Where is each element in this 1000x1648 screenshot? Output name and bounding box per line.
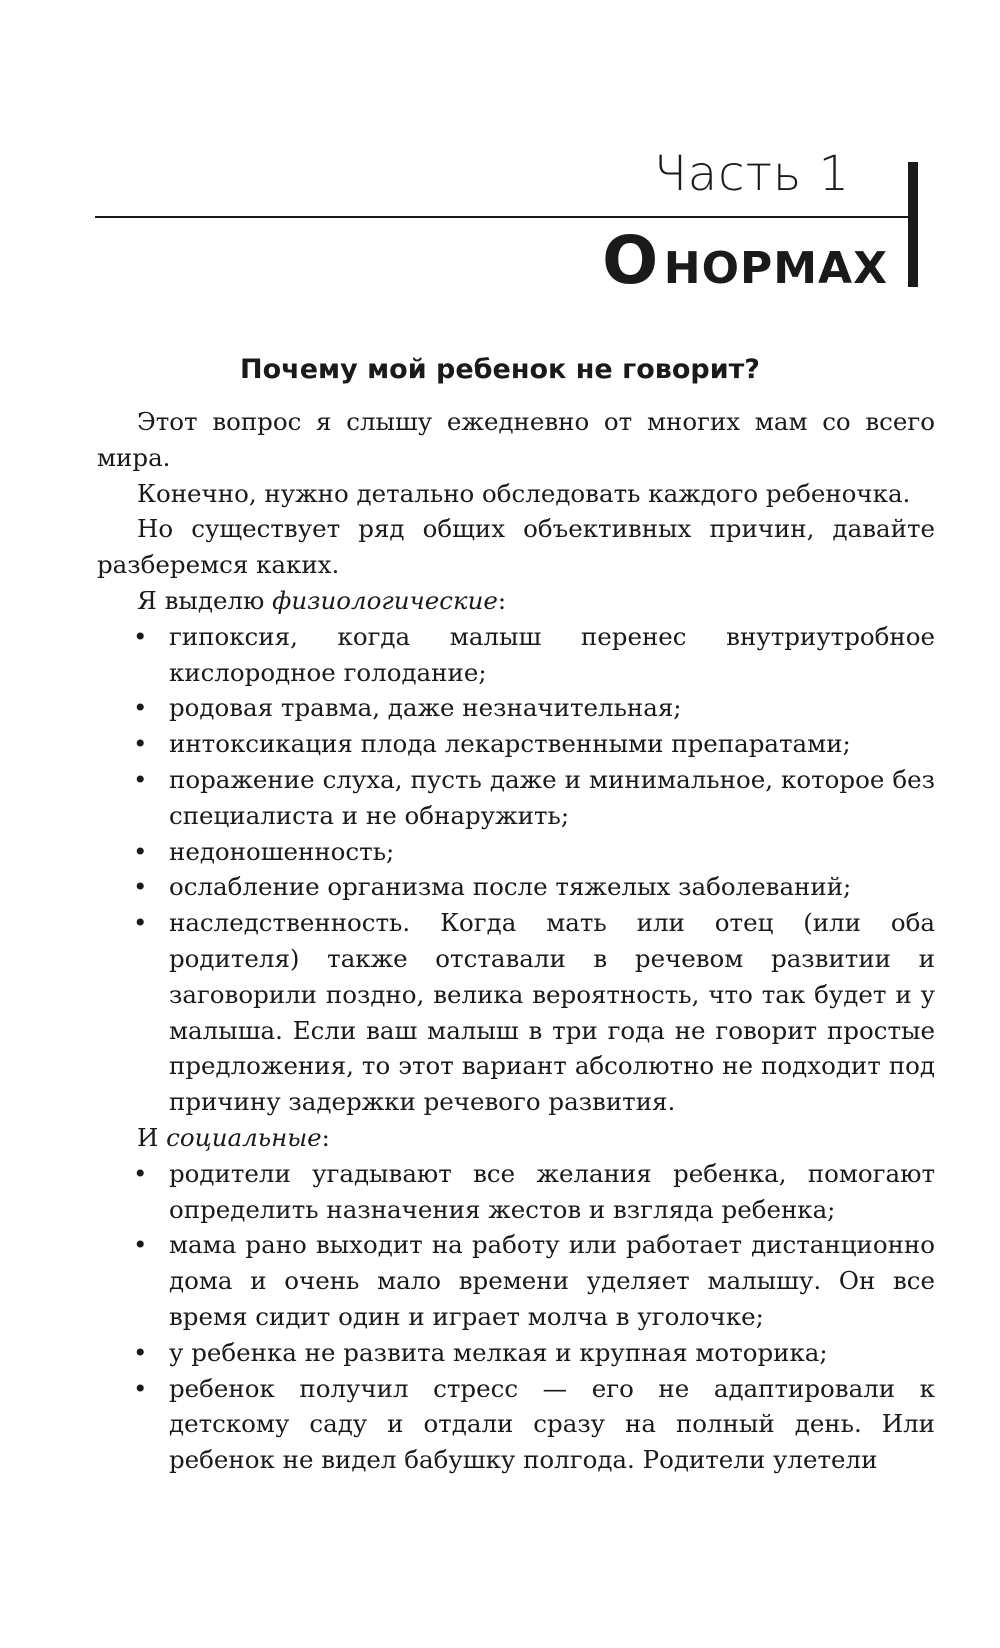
physiological-intro bbox=[97, 583, 935, 619]
list-item: • мама рано выходит на работу или работает дистанционно дома и очень мало времени уделяет малышу. Он все время сидит один и играет молча в уголочке; bbox=[169, 1227, 935, 1334]
list-item: • наследственность. Когда мать или отец (или оба родителя) также отставали в речевом развитии и заговорили поздно, велика вероятность, что так будет и у малыша. Если ваш малыш в три года не говорит простые предложения, то этот вариант абсолютно не подходит под причину задержки речевого развития. bbox=[169, 905, 935, 1120]
list-item: • интоксикация плода лекарственными препаратами; bbox=[169, 726, 935, 762]
paragraph: Но существует ряд общих объективных причин, давайте разберемся каких. bbox=[97, 514, 935, 580]
list-item: • поражение слуха, пусть даже и минимальное, которое без специалиста и не обнаружить; bbox=[169, 762, 935, 834]
paragraph: Этот вопрос я слышу ежедневно от многих мам со всего мира. bbox=[97, 407, 935, 472]
header-rule bbox=[95, 216, 910, 218]
chapter-title-initial: О bbox=[602, 222, 659, 299]
body-text bbox=[97, 404, 935, 1478]
list-item: • ребенок получил стресс — его не адаптировали к детскому саду и отдали сразу на полный день. Или ребенок не видел бабушку полгода. Родители улетели bbox=[169, 1371, 935, 1478]
chapter-title bbox=[602, 222, 888, 299]
list-item: • недоношенность; bbox=[169, 834, 935, 870]
section-heading: Почему мой ребенок не говорит? bbox=[240, 354, 760, 385]
list-item: • родители угадывают все желания ребенка, помогают определить назначения жестов и взгляда ребенка; bbox=[169, 1156, 935, 1228]
social-emphasis: социальные bbox=[166, 1122, 322, 1152]
social-intro-text: И bbox=[137, 1122, 159, 1152]
physiological-emphasis: физиологические bbox=[272, 585, 498, 615]
paragraph: Конечно, нужно детально обследовать каждого ребеночка. bbox=[137, 478, 911, 508]
list-item: • у ребенка не развита мелкая и крупная моторика; bbox=[169, 1335, 935, 1371]
list-item: • родовая травма, даже незначительная; bbox=[169, 690, 935, 726]
social-suffix: : bbox=[321, 1122, 330, 1152]
list-item: • гипоксия, когда малыш перенес внутриутробное кислородное голодание; bbox=[169, 619, 935, 691]
physiological-intro-text: Я выделю bbox=[137, 585, 265, 615]
part-label: Часть 1 bbox=[653, 146, 850, 202]
physiological-list bbox=[97, 619, 935, 1120]
header-vertical-bar bbox=[908, 162, 918, 287]
social-intro bbox=[97, 1120, 935, 1156]
chapter-title-rest: НОРМАХ bbox=[663, 243, 888, 294]
physiological-suffix: : bbox=[497, 585, 507, 615]
social-list bbox=[97, 1156, 935, 1478]
list-item: • ослабление организма после тяжелых заболеваний; bbox=[169, 869, 935, 905]
